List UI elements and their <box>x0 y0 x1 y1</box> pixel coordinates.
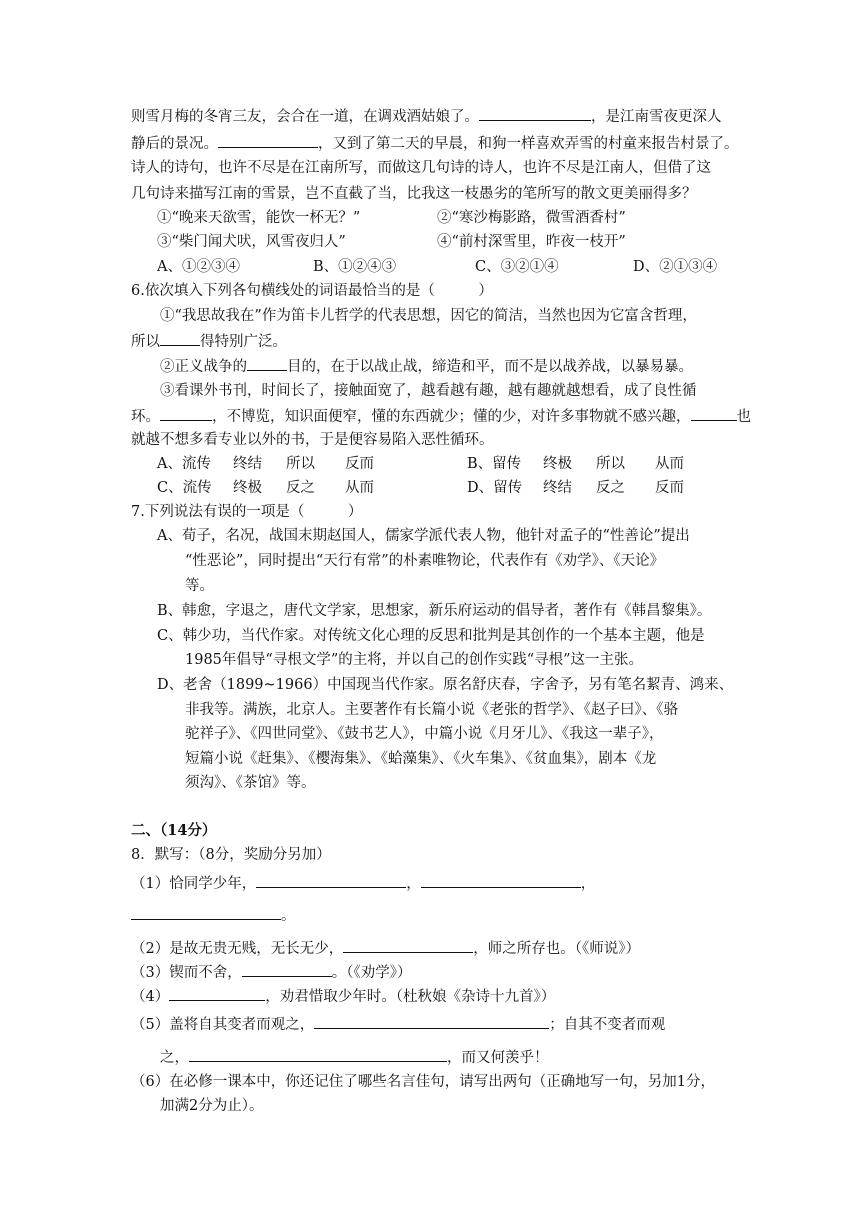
q5-choice-a[interactable]: A、①②③④ <box>157 259 240 275</box>
answer-blank[interactable] <box>421 873 581 888</box>
q5-poem-3: ③“柴门闻犬吠，风雪夜归人” <box>157 234 346 250</box>
answer-blank[interactable] <box>479 106 591 121</box>
answer-blank[interactable] <box>160 331 200 346</box>
q5-choice-c[interactable]: C、③②①④ <box>475 259 559 275</box>
q6-sentence-3c: 就越不想多看专业以外的书，于是便容易陷入恶性循环。 <box>131 432 494 448</box>
q6-stem: 6.依次填入下列各句横线处的词语最恰当的是（ ） <box>131 283 493 299</box>
answer-blank[interactable] <box>247 356 287 371</box>
q5-passage-line-3: 诗人的诗句，也许不尽是在江南所写，而做这几句诗的诗人，也许不尽是江南人，但借了这 <box>131 160 711 176</box>
q8-item-4: （4） ，劝君惜取少年时。（杜秋娘《杂诗十九首》） <box>131 986 555 1007</box>
answer-blank[interactable] <box>218 133 318 148</box>
q8-item-5-cont: 之， ，而又何羡乎！ <box>160 1047 549 1068</box>
q6-sentence-3b: 环。 ，不博览，知识面便窄，懂的东西就少；懂的少，对许多事物就不感兴趣， 也 <box>131 406 751 427</box>
answer-blank[interactable] <box>189 1047 447 1062</box>
answer-blank[interactable] <box>169 986 265 1001</box>
q5-poem-2: ②“寒沙梅影路，微雪酒香村” <box>437 210 626 226</box>
q5-passage-line-4: 几句诗来描写江南的雪景，岂不直截了当，比我这一枝愚劣的笔所写的散文更美丽得多？ <box>131 186 697 202</box>
answer-blank[interactable] <box>343 938 473 953</box>
q5-passage-line-2: 静后的景况。 ，又到了第二天的早晨，和狗一样喜欢弄雪的村童来报告村景了。 <box>131 133 739 154</box>
q8-item-3: （3）锲而不舍， 。（《劝学》） <box>131 962 411 983</box>
answer-blank[interactable] <box>160 406 212 421</box>
q5-choice-b[interactable]: B、①②④③ <box>313 259 397 275</box>
q8-item-5: （5）盖将自其变者而观之， ；自其不变者而观 <box>131 1014 665 1035</box>
q6-sentence-2: ②正义战争的 目的，在于以战止战，缔造和平，而不是以战养战，以暴易暴。 <box>160 356 693 377</box>
q8-item-2: （2）是故无贵无贱，无长无少， ，师之所存也。（《师说》） <box>131 938 640 959</box>
q7-stem: 7.下列说法有误的一项是（ ） <box>131 504 363 520</box>
q8-item-6-cont: 加满2分为止）。 <box>160 1098 264 1114</box>
q6-sentence-1a: ①“我思故我在”作为笛卡儿哲学的代表思想，因它的简洁，当然也因为它富含哲理， <box>160 308 697 324</box>
q5-poem-1: ①“晚来天欲雪，能饮一杯无？” <box>157 210 361 226</box>
q8-stem: 8．默写：（8分，奖励分另加） <box>131 847 331 863</box>
answer-blank[interactable] <box>691 406 737 421</box>
q8-item-6: （6）在必修一课本中，你还记住了哪些名言佳句，请写出两句（正确地写一句，另加1分， <box>131 1074 715 1090</box>
q5-passage-line-1: 则雪月梅的冬宵三友，会合在一道，在调戏酒姑娘了。 ，是江南雪夜更深人 <box>131 106 722 127</box>
answer-blank[interactable] <box>256 873 406 888</box>
q8-item-1: （1）恰同学少年， ， ， <box>131 873 595 894</box>
q6-sentence-1b: 所以 得特别广泛。 <box>131 331 287 352</box>
exam-page: 则雪月梅的冬宵三友，会合在一道，在调戏酒姑娘了。 ，是江南雪夜更深人 静后的景况。 ，又到了第二天的早晨，和狗一样喜欢弄雪的村童来报告村景了。 诗人的诗句，也许不尽是在江南所写，而做这几句诗的诗人，也许不尽是江南人，但借了这 几句诗来描写江南的雪景，岂不直截了当，比我这一枝愚劣的笔所写的散文更美丽得多？ ①“晚来天欲雪，能饮一杯无？” ②“寒沙梅影路，微雪酒香村” ③“柴门闻犬吠，风雪夜归人” ④“前村深雪里，昨夜一枝开” A、①②③④ B、①②④③ C、③②①④ D、②①③④ 6.依次填入下列各句横线处的词语最恰当的是（ ） ①“我思故我在”作为笛卡儿哲学的代表思想，因它的简洁，当然也因为它富含哲理， 所以 得特别广泛。 ②正义战争的 目的，在于以战止战，缔造和平，而不是以战养战，以暴易暴。 ③看课外书刊，时间长了，接触面宽了，越看越有趣，越有趣就越想看，成了良性循 环。 ，不博览，知识面便窄，懂的东西就少；懂的少，对许多事物就不感兴趣， 也 就越不想多看专业以外的书，于是便容易陷入恶性循环。 A、流传 终结 所以 反而 B、留传 终极 所以 从而 C、流传 终极 反之 从而 D、留传 终结 反之 反而 7.下列说法有误的一项是（ ） A、荀子，名况，战国末期赵国人，儒家学派代表人物，他针对孟子的“性善论”提出 “性恶论”，同时提出“天行有常”的朴素唯物论，代表作有《劝学》、《天论》 等。 B、韩愈，字退之，唐代文学家，思想家，新乐府运动的倡导者，著作有《韩昌黎集》。 C、韩少功，当代作家。对传统文化心理的反思和批判是其创作的一个基本主题，他是 1985年倡导“寻根文学”的主将，并以自己的创作实践“寻根”这一主张。 D、老舍（1899~1966）中国现当代作家。原名舒庆春，字舍予，另有笔名絜青、鸿来、 非我等。满族，北京人。主要著作有长篇小说《老张的哲学》、《赵子曰》、《骆 驼祥子》、《四世同堂》、《鼓书艺人》，中篇小说《月牙儿》、《我这一辈子》， 短篇小说《赶集》、《樱海集》、《蛤藻集》、《火车集》、《贫血集》，剧本《龙 须沟》、《茶馆》等。 二、（14分） 8．默写：（8分，奖励分另加） （1）恰同学少年， ， ， 。 （2）是故无贵无贱，无长无少， ，师之所存也。（《师说》） （3）锲而不舍， 。（《劝学》） （4） ，劝君惜取少年时。（杜秋娘《杂诗十九首》） （5）盖将自其变者而观之， ；自其不变者而观 之， ，而又何羡乎！ （6）在必修一课本中，你还记住了哪些名言佳句，请写出两句（正确地写一句，另加1分， 加满2分为止）。 <box>0 0 860 1216</box>
q8-item-1-cont: 。 <box>131 905 296 926</box>
answer-blank[interactable] <box>242 962 332 977</box>
q5-poem-4: ④“前村深雪里，昨夜一枝开” <box>437 234 626 250</box>
section-2-heading: 二、（14分） <box>131 822 217 839</box>
answer-blank[interactable] <box>131 905 281 920</box>
q6-sentence-3a: ③看课外书刊，时间长了，接触面宽了，越看越有趣，越有趣就越想看，成了良性循 <box>160 383 697 399</box>
answer-blank[interactable] <box>314 1014 549 1029</box>
q5-choice-d[interactable]: D、②①③④ <box>633 259 718 275</box>
